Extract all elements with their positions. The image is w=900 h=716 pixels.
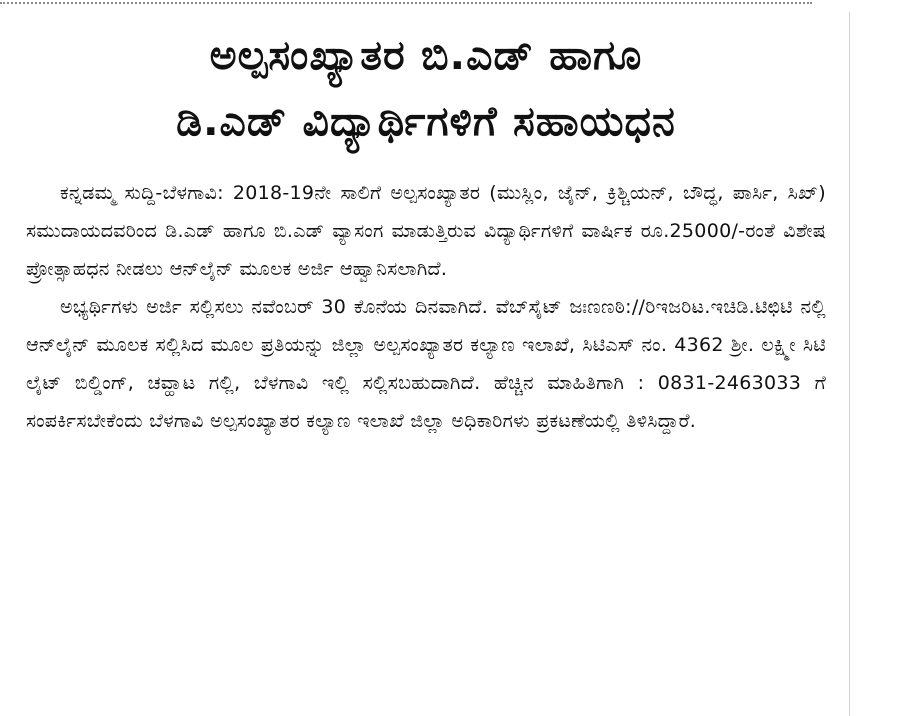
headline [26,22,826,154]
article-body [26,174,826,440]
headline-line-1: ಅಲ್ಪಸಂಖ್ಯಾತರ ಬಿ.ಎಡ್ ಹಾಗೂ [209,31,643,79]
article-paragraph-2: ಅಭ್ಯರ್ಥಿಗಳು ಅರ್ಜಿ ಸಲ್ಲಿಸಲು ನವೆಂಬರ್ 30 ಕೊನೆಯ ದಿನವಾಗಿದೆ. ವೆಬ್‌ಸೈಟ್ ಜಃಣಣಠಿ://ರಿಇಜರಿಟ.ಇಚಿಡಿ.ಟಿಛಿಟಿ ನಲ್ಲಿ ಆನ್‌ಲೈನ್ ಮೂಲಕ ಸಲ್ಲಿಸಿದ ಮೂಲ ಪ್ರತಿಯನ್ನು ಜಿಲ್ಲಾ ಅಲ್ಪಸಂಖ್ಯಾತರ ಕಲ್ಯಾಣ ಇಲಾಖೆ, ಸಿಟಿಎಸ್ ನಂ. 4362 ಶ್ರೀ. ಲಕ್ಷ್ಮೀ ಸಿಟಿ ಲೈಟ್ ಬಿಲ್ಡಿಂಗ್, ಚವ್ಹಾಟ ಗಲ್ಲಿ, ಬೆಳಗಾವಿ ಇಲ್ಲಿ ಸಲ್ಲಿಸಬಹುದಾಗಿದೆ. ಹೆಚ್ಚಿನ ಮಾಹಿತಿಗಾಗಿ : 0831-2463033 ಗೆ ಸಂಪರ್ಕಿಸಬೇಕೆಂದು ಬೆಳಗಾವಿ ಅಲ್ಪಸಂಖ್ಯಾತರ ಕಲ್ಯಾಣ ಇಲಾಖೆ ಜಿಲ್ಲಾ ಅಧಿಕಾರಿಗಳು ಪ್ರಕಟಣೆಯಲ್ಲಿ ತಿಳಿಸಿದ್ದಾರೆ. [26,296,826,432]
headline-line-2: ಡಿ.ಎಡ್ ವಿದ್ಯಾರ್ಥಿಗಳಿಗೆ ಸಹಾಯಧನ [176,97,676,145]
top-dotted-rule [0,2,812,4]
article-paragraph-1: ಕನ್ನಡಮ್ಮ ಸುದ್ದಿ-ಬೆಳಗಾವಿ: 2018-19ನೇ ಸಾಲಿಗೆ ಅಲ್ಪಸಂಖ್ಯಾತರ (ಮುಸ್ಲಿಂ, ಜೈನ್, ಕ್ರಿಶ್ಚಿಯನ್, ಬೌದ್ಧ, ಪಾರ್ಸಿ, ಸಿಖ್) ಸಮುದಾಯದವರಿಂದ ಡಿ.ಎಡ್ ಹಾಗೂ ಬಿ.ಎಡ್ ವ್ಯಾಸಂಗ ಮಾಡುತ್ತಿರುವ ವಿದ್ಯಾರ್ಥಿಗಳಿಗೆ ವಾರ್ಷಿಕ ರೂ.25000/-ರಂತೆ ವಿಶೇಷ ಪ್ರೋತ್ಸಾಹಧನ ನೀಡಲು ಆನ್‌ಲೈನ್ ಮೂಲಕ ಅರ್ಜಿ ಆಹ್ವಾನಿಸಲಾಗಿದೆ. [26,182,826,280]
news-article [26,22,826,440]
column-divider [849,12,850,716]
